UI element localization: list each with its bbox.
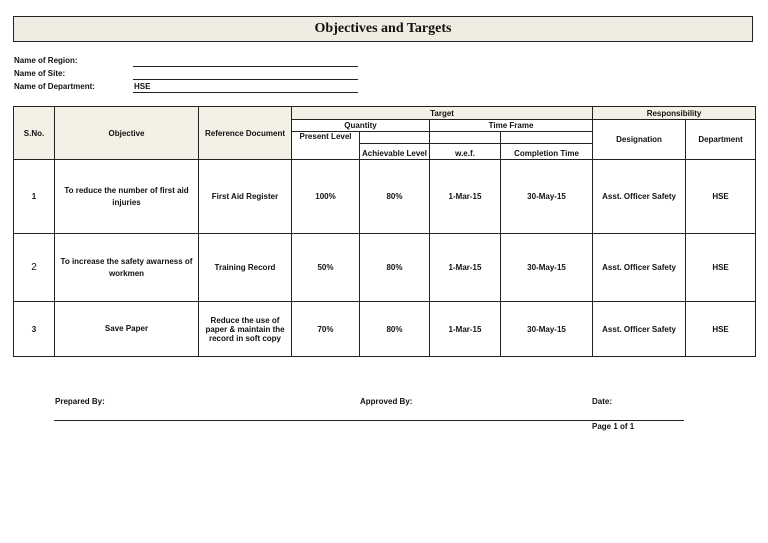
row-sno: 3 [14,302,55,357]
table-row [14,160,756,234]
row-completion-time: 30-May-15 [501,234,593,302]
header-wef-spacer [430,132,501,144]
region-label: Name of Region: [14,56,78,65]
row-achievable-level: 80% [360,160,430,234]
header-responsibility: Responsibility [593,107,756,120]
row-reference: Reduce the use of paper & maintain the record in soft copy [199,302,292,357]
page-number: Page 1 of 1 [592,422,635,431]
row-objective: To increase the safety awarness of workmen [55,234,199,302]
row-wef: 1-Mar-15 [430,160,501,234]
row-completion-time: 30-May-15 [501,160,593,234]
header-designation: Designation [593,120,686,160]
header-sno: S.No. [14,107,55,160]
row-sno: 2 [14,234,55,302]
row-wef: 1-Mar-15 [430,234,501,302]
row-reference: Training Record [199,234,292,302]
row-designation: Asst. Officer Safety [593,234,686,302]
row-objective: To reduce the number of first aid injuries [55,160,199,234]
site-label: Name of Site: [14,69,66,78]
site-field[interactable] [133,69,358,80]
header-present-level: Present Level [292,132,360,160]
approved-by-label: Approved By: [360,397,413,406]
row-present-level: 50% [292,234,360,302]
row-department: HSE [686,160,756,234]
signature-divider [54,420,684,421]
header-completion-time: Completion Time [501,144,593,160]
header-time-frame: Time Frame [430,120,593,132]
document-title: Objectives and Targets [13,16,753,42]
header-achievable-spacer [360,132,430,144]
objectives-table [13,106,756,357]
row-designation: Asst. Officer Safety [593,160,686,234]
row-sno: 1 [14,160,55,234]
row-reference: First Aid Register [199,160,292,234]
row-wef: 1-Mar-15 [430,302,501,357]
header-completion-spacer [501,132,593,144]
header-target: Target [292,107,593,120]
header-objective: Objective [55,107,199,160]
row-present-level: 70% [292,302,360,357]
row-department: HSE [686,234,756,302]
row-completion-time: 30-May-15 [501,302,593,357]
header-wef: w.e.f. [430,144,501,160]
region-field[interactable] [133,56,358,67]
department-label: Name of Department: [14,82,95,91]
row-objective: Save Paper [55,302,199,357]
row-achievable-level: 80% [360,234,430,302]
header-achievable-level: Achievable Level [360,144,430,160]
header-reference: Reference Document [199,107,292,160]
date-label: Date: [592,397,613,406]
header-department: Department [686,120,756,160]
department-field[interactable]: HSE [133,82,358,93]
prepared-by-label: Prepared By: [55,397,105,406]
row-department: HSE [686,302,756,357]
header-quantity: Quantity [292,120,430,132]
table-row [14,234,756,302]
row-achievable-level: 80% [360,302,430,357]
row-designation: Asst. Officer Safety [593,302,686,357]
table-row [14,302,756,357]
row-present-level: 100% [292,160,360,234]
